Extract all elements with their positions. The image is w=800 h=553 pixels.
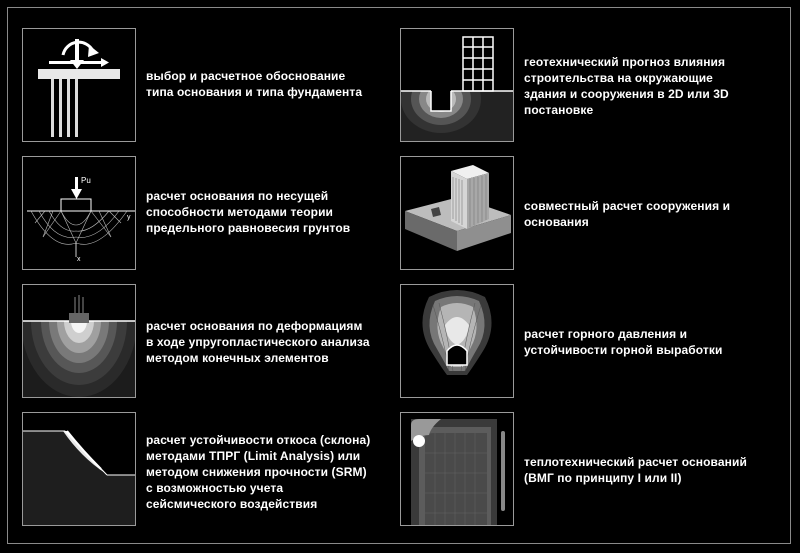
bearing-capacity-icon xyxy=(22,156,136,270)
item-caption xyxy=(146,188,350,236)
caption-line: методом снижения прочности (SRM) xyxy=(146,465,367,479)
caption-line: предельного равновесия грунтов xyxy=(146,221,351,235)
tunnel-pressure-icon xyxy=(400,284,514,398)
thermal-icon xyxy=(400,412,514,526)
item-caption xyxy=(524,326,723,358)
slope-stability-icon xyxy=(22,412,136,526)
caption-line: расчет основания по деформациям xyxy=(146,319,363,333)
x-axis-label: x xyxy=(77,256,81,263)
load-label: Pu xyxy=(81,176,91,185)
caption-line: совместный расчет сооружения и xyxy=(524,199,731,213)
deformation-fem-icon xyxy=(22,284,136,398)
caption-line: расчет основания по несущей xyxy=(146,189,329,203)
caption-line: методом конечных элементов xyxy=(146,351,329,365)
item-caption xyxy=(524,54,729,118)
caption-line: основания xyxy=(524,215,589,229)
geotechnical-forecast-icon xyxy=(400,28,514,142)
caption-line: способности методами теории xyxy=(146,205,334,219)
item-caption xyxy=(146,68,362,100)
caption-line: строительства на окружающие xyxy=(524,71,713,85)
structure-soil-icon xyxy=(400,156,514,270)
caption-line: с возможностью учета xyxy=(146,481,284,495)
caption-line: устойчивости горной выработки xyxy=(524,343,723,357)
item-caption xyxy=(146,318,370,366)
y-axis-label: y xyxy=(127,214,131,221)
caption-line: (ВМГ по принципу I или II) xyxy=(524,471,682,485)
caption-line: геотехнический прогноз влияния xyxy=(524,55,726,69)
caption-line: выбор и расчетное обоснование xyxy=(146,69,346,83)
caption-line: в ходе упругопластического анализа xyxy=(146,335,370,349)
caption-line: типа основания и типа фундамента xyxy=(146,85,363,99)
caption-line: теплотехнический расчет оснований xyxy=(524,455,747,469)
caption-line: расчет горного давления и xyxy=(524,327,688,341)
caption-line: сейсмического воздействия xyxy=(146,497,318,511)
item-caption xyxy=(146,432,370,512)
caption-line: методами ТПРГ (Limit Analysis) или xyxy=(146,449,361,463)
caption-line: здания и сооружения в 2D или 3D xyxy=(524,87,729,101)
foundation-type-icon xyxy=(22,28,136,142)
item-caption xyxy=(524,198,730,230)
caption-line: расчет устойчивости откоса (склона) xyxy=(146,433,371,447)
caption-line: постановке xyxy=(524,103,594,117)
item-caption xyxy=(524,454,747,486)
